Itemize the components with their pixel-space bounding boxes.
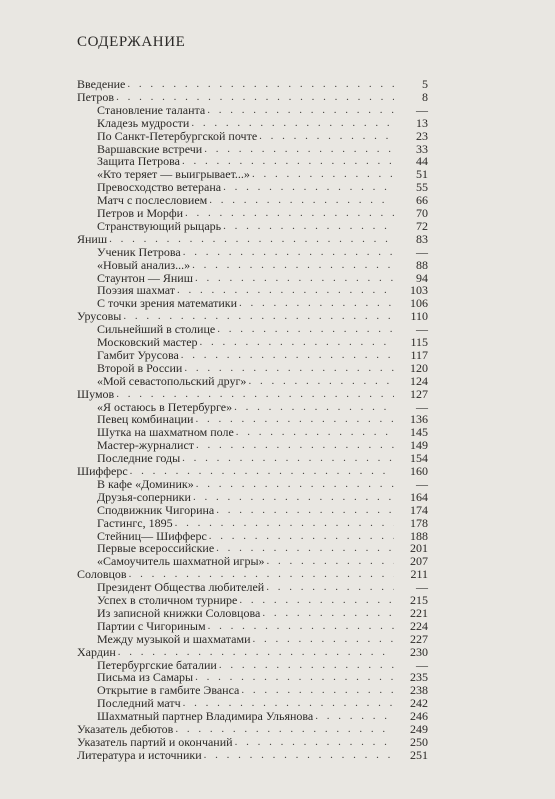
toc-page-number: 94 (416, 270, 428, 285)
toc-subentry (97, 452, 428, 465)
dot-leader (182, 452, 394, 465)
toc-entry-title: Открытие в гамбите Эванса (97, 683, 240, 698)
toc-page-number: 178 (410, 515, 428, 530)
toc-entry (77, 749, 428, 762)
toc-page-number: 227 (410, 631, 428, 646)
toc-subentry (97, 478, 428, 491)
toc-page-number: 127 (410, 386, 428, 401)
dot-leader (239, 297, 394, 310)
dot-leader (209, 194, 394, 207)
toc-entry-title: «Мой севастопольский друг» (97, 373, 247, 388)
toc-page-number: 246 (410, 709, 428, 724)
toc-page-number: 83 (416, 231, 428, 246)
toc-entry (77, 78, 428, 91)
dot-leader (253, 633, 394, 646)
toc-entry-title: Петров (77, 89, 115, 104)
toc-entry-title: Хардин (77, 644, 116, 659)
toc-page-number: — (416, 102, 428, 117)
toc-page-number: 88 (416, 257, 428, 272)
dot-leader (116, 91, 394, 104)
toc-entry (77, 388, 428, 401)
toc-entry-title: Гамбит Урусова (97, 347, 179, 362)
dot-leader (266, 581, 394, 594)
toc-entry-title: Первые всероссийские (97, 541, 215, 556)
dot-leader (259, 130, 394, 143)
toc-page-number: 55 (416, 180, 428, 195)
toc-page-number: 106 (410, 296, 428, 311)
dot-leader (191, 117, 394, 130)
toc-entry (77, 233, 428, 246)
toc-entry-title: Письма из Самары (97, 670, 194, 685)
toc-page-number: 154 (410, 451, 428, 466)
toc-page-number: 164 (410, 489, 428, 504)
toc-page-number: 124 (410, 373, 428, 388)
toc-entry-title: Сподвижник Чигорина (97, 502, 215, 517)
toc-entry-title: Кладезь мудрости (97, 115, 190, 130)
toc-entry-title: «Я остаюсь в Петербурге» (97, 399, 233, 414)
toc-page-number: 115 (410, 335, 428, 349)
toc-page-number: 136 (410, 412, 428, 427)
toc-entry-title: Последние годы (97, 451, 181, 466)
toc-subentry (97, 620, 428, 633)
toc-page-number: 242 (410, 696, 428, 711)
toc-entry-title: Превосходство ветерана (97, 180, 222, 195)
toc-entry-title: Странствующий рыцарь (97, 218, 222, 233)
dot-leader (219, 659, 394, 672)
toc-entry-title: Успех в столичном турнире (97, 593, 238, 607)
toc-entry-title: Введение (77, 77, 126, 91)
toc-entry-title: По Санкт-Петербургской почте (97, 128, 258, 143)
toc-entry-title: Московский мастер (97, 335, 198, 349)
toc-subentry (97, 259, 428, 272)
toc-subentry (97, 130, 428, 143)
toc-page-number: 72 (416, 218, 428, 233)
toc-subentry (97, 362, 428, 375)
toc-subentry (97, 517, 428, 530)
toc-entry-title: Сильнейший в столице (97, 322, 216, 337)
toc-entry-title: Указатель партий и окончаний (77, 734, 233, 749)
toc-page-number: 5 (422, 77, 428, 91)
dot-leader (200, 336, 394, 349)
toc-entry-title: Гастингс, 1895 (97, 515, 173, 530)
dot-leader (184, 362, 394, 375)
toc-page-number: 117 (410, 347, 428, 362)
toc-entry-title: Шифферс (77, 464, 128, 478)
toc-entry-title: Петров и Морфи (97, 206, 184, 220)
toc-page-number: 120 (410, 360, 428, 375)
toc-page-number: 201 (410, 541, 428, 556)
toc-subentry (97, 607, 428, 620)
toc-entry-title: Поэзия шахмат (97, 283, 175, 298)
dot-leader (118, 646, 394, 659)
toc-entry-title: Президент Общества любителей (97, 580, 265, 595)
toc-page-number: 211 (410, 567, 428, 582)
dot-leader (109, 233, 394, 246)
toc-entry-title: Последний матч (97, 696, 181, 711)
dot-leader (195, 272, 394, 285)
toc-entry (77, 736, 428, 749)
toc-page-number: 238 (410, 683, 428, 698)
toc-entry-title: Шахматный партнер Владимира Ульянова (97, 709, 314, 724)
dot-leader (192, 259, 394, 272)
toc-page-number: 221 (410, 605, 428, 620)
toc-page-number: 8 (422, 89, 428, 104)
toc-page-number: 215 (410, 593, 428, 607)
dot-leader (209, 530, 394, 543)
toc-entry-title: Урусовы (77, 309, 122, 324)
toc-entry-title: Матч с послесловием (97, 193, 208, 208)
toc-entry-title: Друзья-соперники (97, 489, 191, 504)
dot-leader (204, 143, 394, 156)
toc-entry-title: Второй в России (97, 360, 183, 375)
dot-leader (267, 555, 394, 568)
toc-page-number: 160 (410, 464, 428, 478)
toc-entry-title: Указатель дебютов (77, 722, 174, 736)
dot-leader (217, 323, 394, 336)
toc-page-number: — (416, 657, 428, 672)
toc-entry-title: Партии с Чигориным (97, 618, 206, 633)
toc-entry-title: Яниш (77, 231, 108, 246)
dot-leader (127, 78, 394, 91)
toc-subentry (97, 349, 428, 362)
toc-entry-title: Становление таланта (97, 102, 206, 117)
toc-page-number: 235 (410, 670, 428, 685)
toc-subentry (97, 104, 428, 117)
toc-subentry (97, 297, 428, 310)
dot-leader (262, 607, 394, 620)
toc-page-number: 251 (410, 747, 428, 762)
dot-leader (116, 388, 394, 401)
toc-page-number: 230 (410, 644, 428, 659)
toc-page-number: 44 (416, 154, 428, 169)
toc-page-number: 250 (410, 734, 428, 749)
toc-entry-title: Между музыкой и шахматами (97, 631, 251, 646)
toc-subentry (97, 491, 428, 504)
toc-entry-title: Мастер-журналист (97, 438, 195, 453)
toc-entry (77, 91, 428, 104)
toc-page-number: 103 (410, 283, 428, 298)
toc-page-number: 110 (410, 309, 428, 324)
toc-page-number: — (416, 399, 428, 414)
toc-entry-title: Из записной книжки Соловцова (97, 605, 261, 620)
toc-page-number: 13 (416, 115, 428, 130)
dot-leader (223, 181, 394, 194)
toc-entry-title: В кафе «Доминик» (97, 476, 194, 491)
dot-leader (235, 736, 394, 749)
toc-entry-title: Защита Петрова (97, 154, 180, 169)
dot-leader (315, 710, 394, 723)
toc-entry-title: «Кто теряет — выигрывает...» (97, 167, 250, 182)
toc-entry (77, 646, 428, 659)
dot-leader (223, 220, 394, 233)
toc-entry-title: Шумов (77, 386, 115, 401)
toc-page-number: 188 (410, 528, 428, 543)
toc-page-number: 23 (416, 128, 428, 143)
toc-subentry (97, 220, 428, 233)
toc-subentry (97, 375, 428, 388)
toc-entry-title: «Самоучитель шахматной игры» (97, 554, 265, 569)
toc-page-number: 174 (410, 502, 428, 517)
toc-entry-title: Петербургские баталии (97, 657, 217, 672)
dot-leader (175, 517, 394, 530)
toc-entry-title: Варшавские встречи (97, 141, 203, 156)
toc-entry-title: Стейниц— Шифферс (97, 528, 207, 543)
toc-entry-title: С точки зрения математики (97, 296, 238, 311)
toc-entry-title: Соловцов (77, 567, 127, 582)
toc-subentry (97, 504, 428, 517)
dot-leader (183, 246, 394, 259)
toc-entry-title: Литература и источники (77, 747, 202, 762)
toc-entry-title: Ученик Петрова (97, 244, 181, 259)
dot-leader (181, 349, 394, 362)
dot-leader (196, 478, 394, 491)
dot-leader (239, 594, 394, 607)
toc-page-number: — (416, 580, 428, 595)
dot-leader (193, 491, 394, 504)
toc-page-number: 33 (416, 141, 428, 156)
page-title: СОДЕРЖАНИЕ (77, 34, 186, 50)
dot-leader (252, 168, 394, 181)
toc-page-number: 149 (410, 438, 428, 453)
toc-page-number: 249 (410, 722, 428, 736)
toc-subentry (97, 555, 428, 568)
dot-leader (216, 504, 394, 517)
toc-entry-title: Певец комбинации (97, 412, 194, 427)
dot-leader (207, 104, 394, 117)
dot-leader (208, 620, 394, 633)
toc-page-number: 207 (410, 554, 428, 569)
toc-page-number: 51 (416, 167, 428, 182)
toc-page-number: 70 (416, 206, 428, 220)
dot-leader (234, 401, 394, 414)
dot-leader (241, 684, 394, 697)
toc-entry-title: «Новый анализ...» (97, 257, 191, 272)
toc-entry-title: Шутка на шахматном поле (97, 425, 234, 440)
toc-page-number: — (416, 244, 428, 259)
toc-page-number: — (416, 476, 428, 491)
toc-page-number: 224 (410, 618, 428, 633)
toc-entry-title: Стаунтон — Яниш (97, 270, 193, 285)
toc-page-number: — (416, 322, 428, 337)
dot-leader (204, 749, 394, 762)
dot-leader (248, 375, 394, 388)
toc-page-number: 145 (410, 425, 428, 440)
dot-leader (236, 426, 394, 439)
toc-page-number: 66 (416, 193, 428, 208)
toc-subentry (97, 246, 428, 259)
toc-subentry (97, 633, 428, 646)
dot-leader (196, 439, 394, 452)
toc-subentry (97, 117, 428, 130)
